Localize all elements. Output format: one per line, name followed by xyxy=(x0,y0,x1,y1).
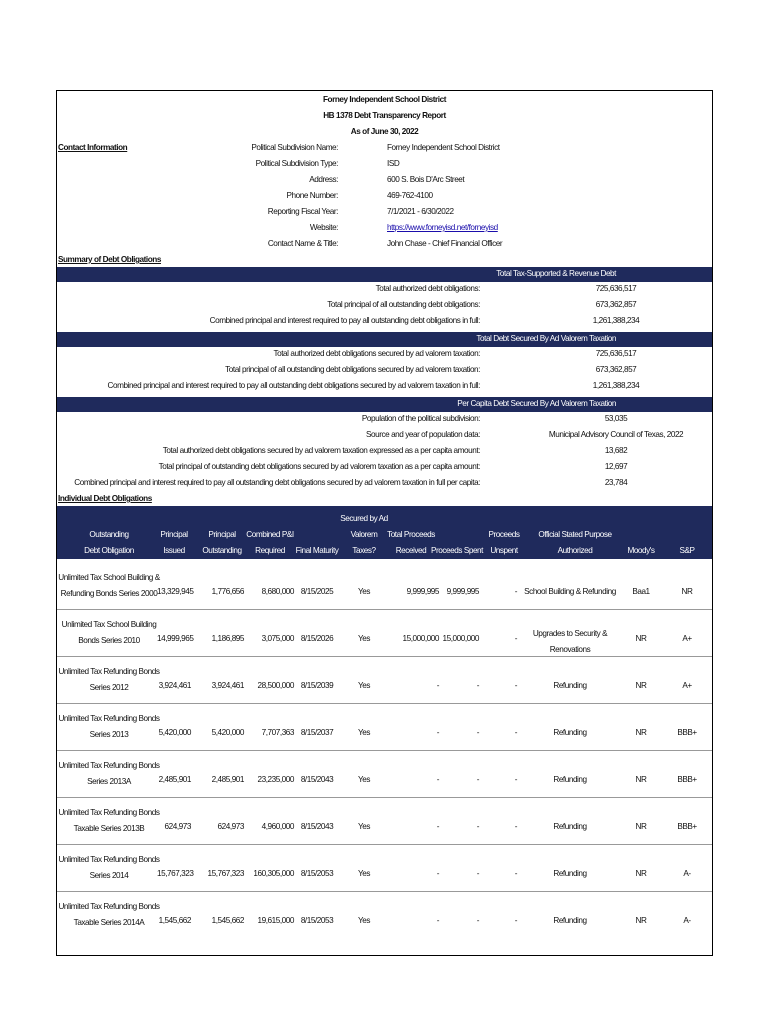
debt-received: - xyxy=(436,916,439,925)
debt-unspent: - xyxy=(514,587,517,596)
debt-outstanding: 5,420,000 xyxy=(211,728,244,737)
summary-value: 12,697 xyxy=(604,462,628,471)
debt-issued: 5,420,000 xyxy=(158,728,191,737)
debt-purpose: Refunding xyxy=(553,822,587,831)
col-sp: S&P xyxy=(679,546,695,555)
col-outstanding: Principal Outstanding xyxy=(202,530,242,555)
debt-moodys: NR xyxy=(635,916,647,925)
summary-band-title: Per Capita Debt Secured By Ad Valorem Taxation xyxy=(457,399,616,408)
debt-name: Unlimited Tax School Building Bonds Series 2010 xyxy=(61,620,157,645)
summary-label: Combined principal and interest required to pay all outstanding debt obligations secured by ad valorem taxation in full per capita: xyxy=(74,478,480,487)
debt-name: Unlimited Tax Refunding Bonds Taxable Series 2014A xyxy=(58,902,160,927)
debt-moodys: NR xyxy=(635,775,647,784)
contact-label: Contact Name & Title: xyxy=(267,239,338,248)
website-link[interactable]: https://www.forneyisd.net/forneyisd xyxy=(387,223,498,232)
debt-moodys: NR xyxy=(635,822,647,831)
summary-value: 725,636,517 xyxy=(595,349,637,358)
summary-label: Combined principal and interest required to pay all outstanding debt obligations in full: xyxy=(209,316,480,325)
debt-sp: BBB+ xyxy=(677,775,697,784)
row-separator xyxy=(57,891,712,892)
debt-spent: - xyxy=(476,681,479,690)
debt-outstanding: 1,545,662 xyxy=(211,916,244,925)
debt-spent: 15,000,000 xyxy=(442,634,479,643)
debt-unspent: - xyxy=(514,775,517,784)
debt-spent: - xyxy=(476,822,479,831)
debt-secured: Yes xyxy=(357,775,370,784)
row-separator xyxy=(57,609,712,610)
debt-sp: A- xyxy=(683,916,691,925)
debt-maturity: 8/15/2037 xyxy=(300,728,334,737)
debt-unspent: - xyxy=(514,869,517,878)
debt-received: - xyxy=(436,728,439,737)
debt-pi: 23,235,000 xyxy=(257,775,294,784)
contact-label: Website: xyxy=(309,223,338,232)
summary-value: 53,035 xyxy=(604,414,628,423)
debt-sp: A+ xyxy=(682,681,692,690)
debt-issued: 15,767,323 xyxy=(157,869,194,878)
row-separator xyxy=(57,750,712,751)
debt-maturity: 8/15/2043 xyxy=(300,775,334,784)
summary-band xyxy=(57,267,712,282)
row-separator xyxy=(57,656,712,657)
debt-received: 15,000,000 xyxy=(402,634,439,643)
col-obligation: Outstanding Debt Obligation xyxy=(84,530,134,555)
debt-outstanding: 3,924,461 xyxy=(211,681,244,690)
debt-unspent: - xyxy=(514,681,517,690)
summary-value: 725,636,517 xyxy=(595,284,637,293)
debt-maturity: 8/15/2043 xyxy=(300,822,334,831)
debt-unspent: - xyxy=(514,634,517,643)
debt-maturity: 8/15/2039 xyxy=(300,681,334,690)
debt-pi: 7,707,363 xyxy=(261,728,294,737)
debt-pi: 3,075,000 xyxy=(261,634,294,643)
debt-received: - xyxy=(436,869,439,878)
debt-purpose: Refunding xyxy=(553,681,587,690)
debt-maturity: 8/15/2025 xyxy=(300,587,334,596)
summary-band xyxy=(57,397,712,412)
contact-value: 600 S. Bois D'Arc Street xyxy=(387,175,465,184)
debt-secured: Yes xyxy=(357,634,370,643)
debt-name: Unlimited Tax Refunding Bonds Series 2014 xyxy=(58,855,160,880)
debt-name: Unlimited Tax Refunding Bonds Series 2012 xyxy=(58,667,160,692)
contact-value: 469-762-4100 xyxy=(387,191,433,200)
debt-name: Unlimited Tax Refunding Bonds Series 2013A xyxy=(58,761,160,786)
debt-name: Unlimited Tax Refunding Bonds Taxable Series 2013B xyxy=(58,808,160,833)
debt-pi: 4,960,000 xyxy=(261,822,294,831)
contact-value: ISD xyxy=(387,159,400,168)
col-maturity: Final Maturity xyxy=(295,546,339,555)
col-secured: Secured by Ad Valorem Taxes? xyxy=(340,514,388,555)
summary-band-title: Total Debt Secured By Ad Valorem Taxation xyxy=(476,334,616,343)
summary-label: Total principal of all outstanding debt obligations: xyxy=(327,300,480,309)
summary-section-title: Summary of Debt Obligations xyxy=(58,255,161,264)
debt-outstanding: 1,776,656 xyxy=(211,587,244,596)
summary-value: 1,261,388,234 xyxy=(592,316,640,325)
debt-moodys: NR xyxy=(635,869,647,878)
summary-label: Source and year of population data: xyxy=(366,430,480,439)
contact-label: Reporting Fiscal Year: xyxy=(267,207,338,216)
debt-purpose: Refunding xyxy=(553,916,587,925)
row-separator xyxy=(57,844,712,845)
debt-purpose: Upgrades to Security & Renovations xyxy=(532,629,608,654)
col-spent: Proceeds Spent xyxy=(431,546,483,555)
summary-band xyxy=(57,332,712,347)
debt-received: - xyxy=(436,775,439,784)
contact-value: Forney Independent School District xyxy=(387,143,500,152)
debt-secured: Yes xyxy=(357,587,370,596)
entity-title: Forney Independent School District xyxy=(323,95,446,104)
summary-value: 23,784 xyxy=(604,478,628,487)
debt-purpose: Refunding xyxy=(553,775,587,784)
debt-issued: 3,924,461 xyxy=(158,681,191,690)
summary-label: Total authorized debt obligations secured by ad valorem taxation expressed as a per capita amount: xyxy=(162,446,480,455)
contact-label: Political Subdivision Type: xyxy=(255,159,338,168)
contact-section-title: Contact Information xyxy=(58,143,128,152)
debt-sp: A- xyxy=(683,869,691,878)
debt-purpose: Refunding xyxy=(553,728,587,737)
summary-value: 673,362,857 xyxy=(595,300,637,309)
debt-sp: BBB+ xyxy=(677,728,697,737)
debt-pi: 8,680,000 xyxy=(261,587,294,596)
debt-unspent: - xyxy=(514,822,517,831)
debt-moodys: NR xyxy=(635,634,647,643)
debt-received: - xyxy=(436,822,439,831)
debt-outstanding: 624,973 xyxy=(217,822,244,831)
debt-moodys: NR xyxy=(635,728,647,737)
debt-issued: 2,485,901 xyxy=(158,775,191,784)
debt-spent: - xyxy=(476,728,479,737)
col-pi: Combined P&I Required xyxy=(246,530,294,555)
report-sheet xyxy=(56,90,713,956)
debt-pi: 19,615,000 xyxy=(257,916,294,925)
report-title: HB 1378 Debt Transparency Report xyxy=(323,111,446,120)
debt-sp: BBB+ xyxy=(677,822,697,831)
debt-pi: 28,500,000 xyxy=(257,681,294,690)
summary-label: Total principal of outstanding debt obligations secured by ad valorem taxation as a per capita amount: xyxy=(158,462,480,471)
summary-band-title: Total Tax-Supported & Revenue Debt xyxy=(496,269,616,278)
debt-maturity: 8/15/2026 xyxy=(300,634,334,643)
summary-value: 13,682 xyxy=(604,446,628,455)
summary-label: Total authorized debt obligations: xyxy=(375,284,480,293)
debt-issued: 13,329,945 xyxy=(157,587,194,596)
debt-maturity: 8/15/2053 xyxy=(300,916,334,925)
summary-value: 1,261,388,234 xyxy=(592,381,640,390)
debt-secured: Yes xyxy=(357,728,370,737)
debt-secured: Yes xyxy=(357,681,370,690)
debt-secured: Yes xyxy=(357,822,370,831)
debt-moodys: Baa1 xyxy=(632,587,650,596)
debt-pi: 160,305,000 xyxy=(253,869,294,878)
debt-purpose: School Building & Refunding xyxy=(524,587,616,596)
contact-value: 7/1/2021 - 6/30/2022 xyxy=(387,207,454,216)
debt-unspent: - xyxy=(514,728,517,737)
summary-label: Combined principal and interest required to pay all outstanding debt obligations secured by ad valorem taxation in full: xyxy=(107,381,480,390)
col-purpose: Official Stated Purpose Authorized xyxy=(538,530,612,555)
debt-outstanding: 1,186,895 xyxy=(211,634,244,643)
debt-maturity: 8/15/2053 xyxy=(300,869,334,878)
debt-unspent: - xyxy=(514,916,517,925)
as-of-date: As of June 30, 2022 xyxy=(350,127,419,136)
debt-spent: - xyxy=(476,869,479,878)
contact-label: Phone Number: xyxy=(286,191,338,200)
debt-name: Unlimited Tax Refunding Bonds Series 2013 xyxy=(58,714,160,739)
debt-issued: 14,999,965 xyxy=(157,634,194,643)
debt-issued: 624,973 xyxy=(164,822,191,831)
row-separator xyxy=(57,703,712,704)
debt-received: - xyxy=(436,681,439,690)
summary-label: Population of the political subdivision: xyxy=(361,414,480,423)
debt-outstanding: 15,767,323 xyxy=(207,869,244,878)
col-issued: Principal Issued xyxy=(160,530,188,555)
debt-received: 9,999,995 xyxy=(406,587,439,596)
debt-spent: 9,999,995 xyxy=(446,587,479,596)
debt-name: Unlimited Tax School Building & Refunding Bonds Series 2000 xyxy=(58,573,160,598)
debt-outstanding: 2,485,901 xyxy=(211,775,244,784)
contact-value: John Chase - Chief Financial Officer xyxy=(387,239,503,248)
debt-sp: NR xyxy=(681,587,693,596)
debt-sp: A+ xyxy=(682,634,692,643)
table-header xyxy=(57,506,712,559)
row-separator xyxy=(57,797,712,798)
summary-label: Total authorized debt obligations secured by ad valorem taxation: xyxy=(273,349,480,358)
col-unspent: Proceeds Unspent xyxy=(488,530,520,555)
summary-value: 673,362,857 xyxy=(595,365,637,374)
contact-label: Address: xyxy=(309,175,338,184)
contact-label: Political Subdivision Name: xyxy=(251,143,338,152)
individual-section-title: Individual Debt Obligations xyxy=(58,494,152,503)
debt-moodys: NR xyxy=(635,681,647,690)
debt-issued: 1,545,662 xyxy=(158,916,191,925)
debt-secured: Yes xyxy=(357,869,370,878)
debt-secured: Yes xyxy=(357,916,370,925)
col-received: Total Proceeds Received xyxy=(387,530,435,555)
debt-purpose: Refunding xyxy=(553,869,587,878)
summary-label: Total principal of all outstanding debt obligations secured by ad valorem taxation: xyxy=(225,365,480,374)
col-moodys: Moody's xyxy=(627,546,655,555)
debt-spent: - xyxy=(476,916,479,925)
debt-spent: - xyxy=(476,775,479,784)
summary-value: Municipal Advisory Council of Texas, 2022 xyxy=(548,430,684,439)
